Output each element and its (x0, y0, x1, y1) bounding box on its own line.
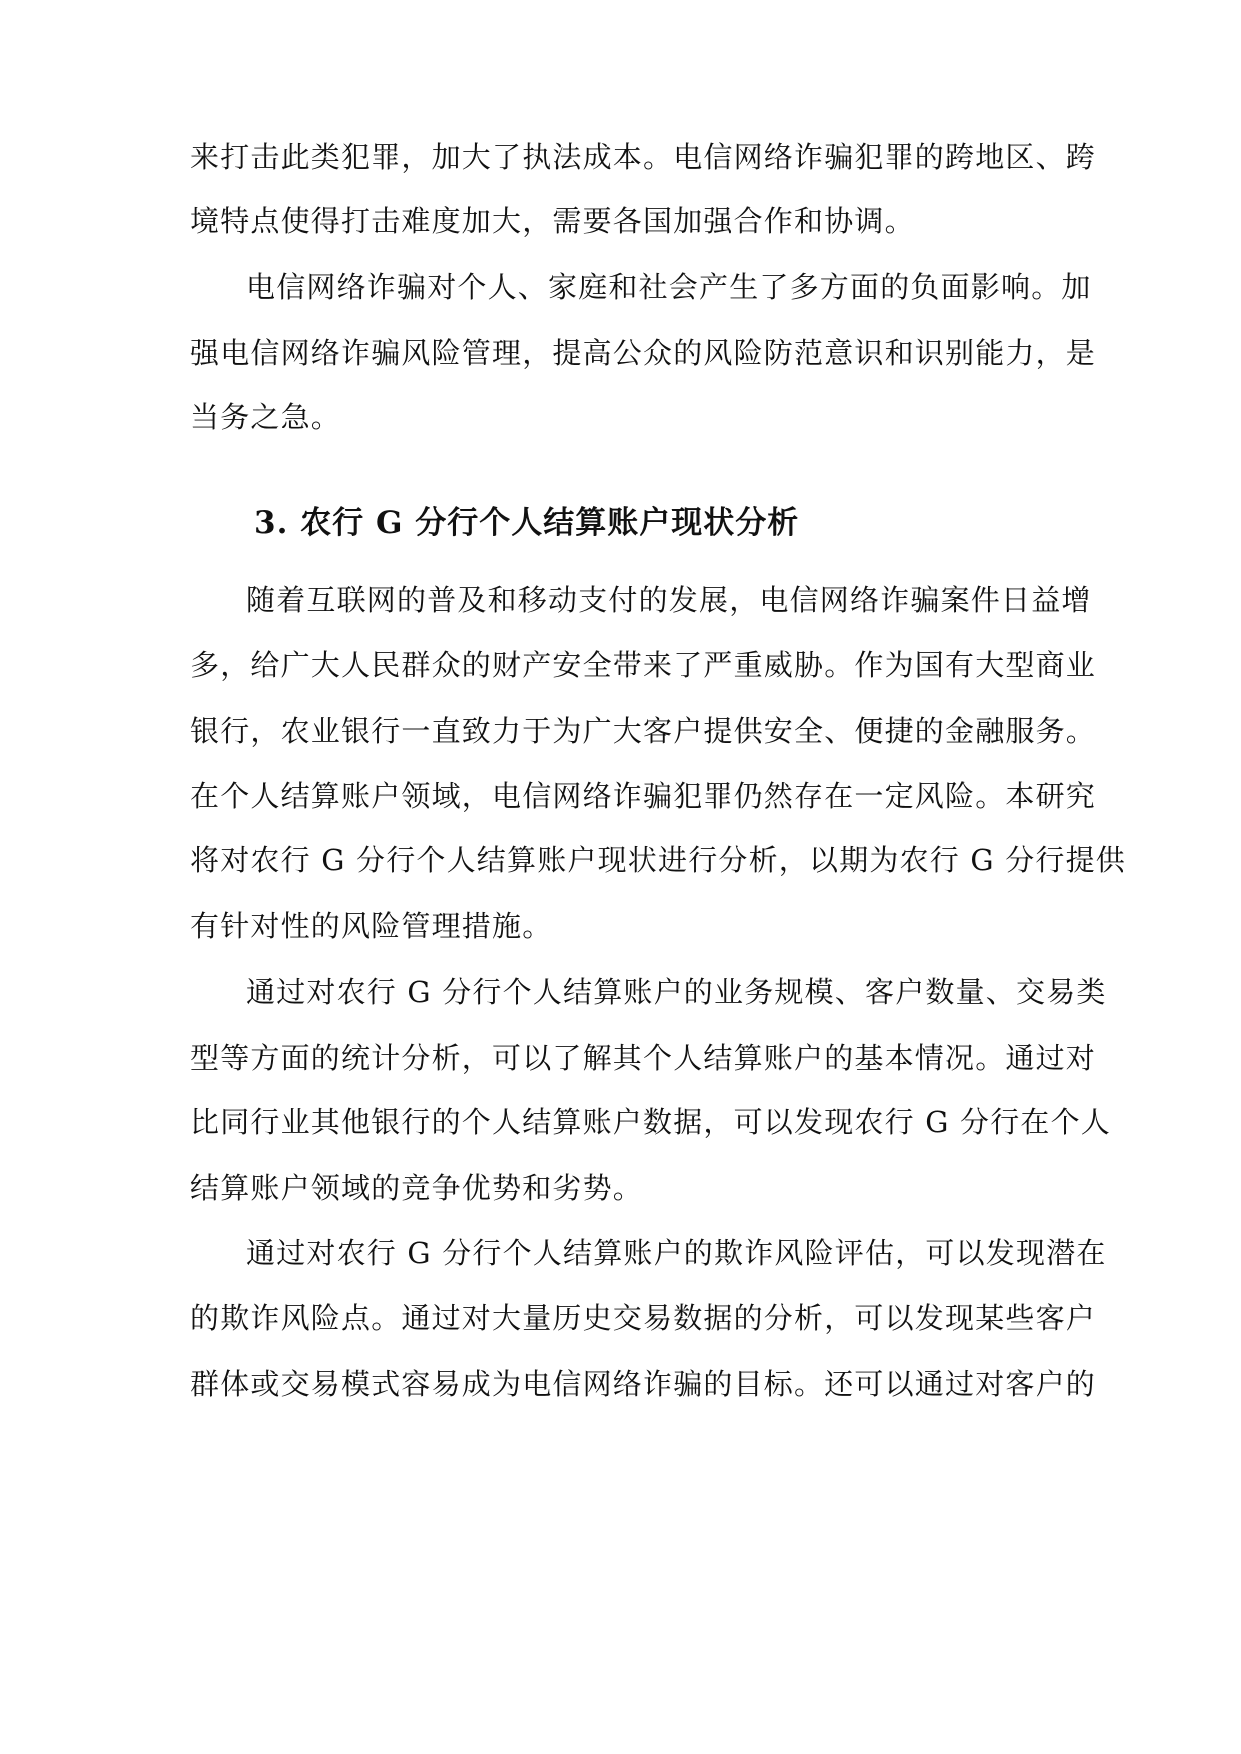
paragraph-2-line-3: 当务之急。 (190, 400, 342, 434)
paragraph-2-line-2: 强电信网络诈骗风险管理，提高公众的风险防范意识和识别能力，是 (190, 336, 1097, 370)
paragraph-4-line-4: 结算账户领域的竞争优势和劣势。 (190, 1171, 644, 1205)
paragraph-3-line-3: 银行，农业银行一直致力于为广大客户提供安全、便捷的金融服务。 (190, 714, 1097, 748)
paragraph-3-line-4: 在个人结算账户领域，电信网络诈骗犯罪仍然存在一定风险。本研究 (190, 779, 1097, 813)
paragraph-1-line-1: 来打击此类犯罪，加大了执法成本。电信网络诈骗犯罪的跨地区、跨 (190, 140, 1097, 174)
paragraph-2-line-1: 电信网络诈骗对个人、家庭和社会产生了多方面的负面影响。加 (246, 270, 1092, 304)
paragraph-1-line-2: 境特点使得打击难度加大，需要各国加强合作和协调。 (190, 204, 915, 238)
paragraph-4-line-1: 通过对农行 G 分行个人结算账户的业务规模、客户数量、交易类 (246, 975, 1107, 1009)
paragraph-3-line-5: 将对农行 G 分行个人结算账户现状进行分析，以期为农行 G 分行提供 (190, 843, 1127, 877)
paragraph-4-line-2: 型等方面的统计分析，可以了解其个人结算账户的基本情况。通过对 (190, 1041, 1097, 1075)
paragraph-5-line-2: 的欺诈风险点。通过对大量历史交易数据的分析，可以发现某些客户 (190, 1301, 1097, 1335)
paragraph-3-line-6: 有针对性的风险管理措施。 (190, 909, 553, 943)
paragraph-3-line-1: 随着互联网的普及和移动支付的发展，电信网络诈骗案件日益增 (246, 583, 1092, 617)
paragraph-4-line-3: 比同行业其他银行的个人结算账户数据，可以发现农行 G 分行在个人 (190, 1105, 1112, 1139)
section-heading: 3. 农行 G 分行个人结算账户现状分析 (254, 505, 800, 541)
paragraph-5-line-1: 通过对农行 G 分行个人结算账户的欺诈风险评估，可以发现潜在 (246, 1236, 1107, 1270)
paragraph-5-line-3: 群体或交易模式容易成为电信网络诈骗的目标。还可以通过对客户的 (190, 1367, 1097, 1401)
paragraph-3-line-2: 多，给广大人民群众的财产安全带来了严重威胁。作为国有大型商业 (190, 648, 1097, 682)
